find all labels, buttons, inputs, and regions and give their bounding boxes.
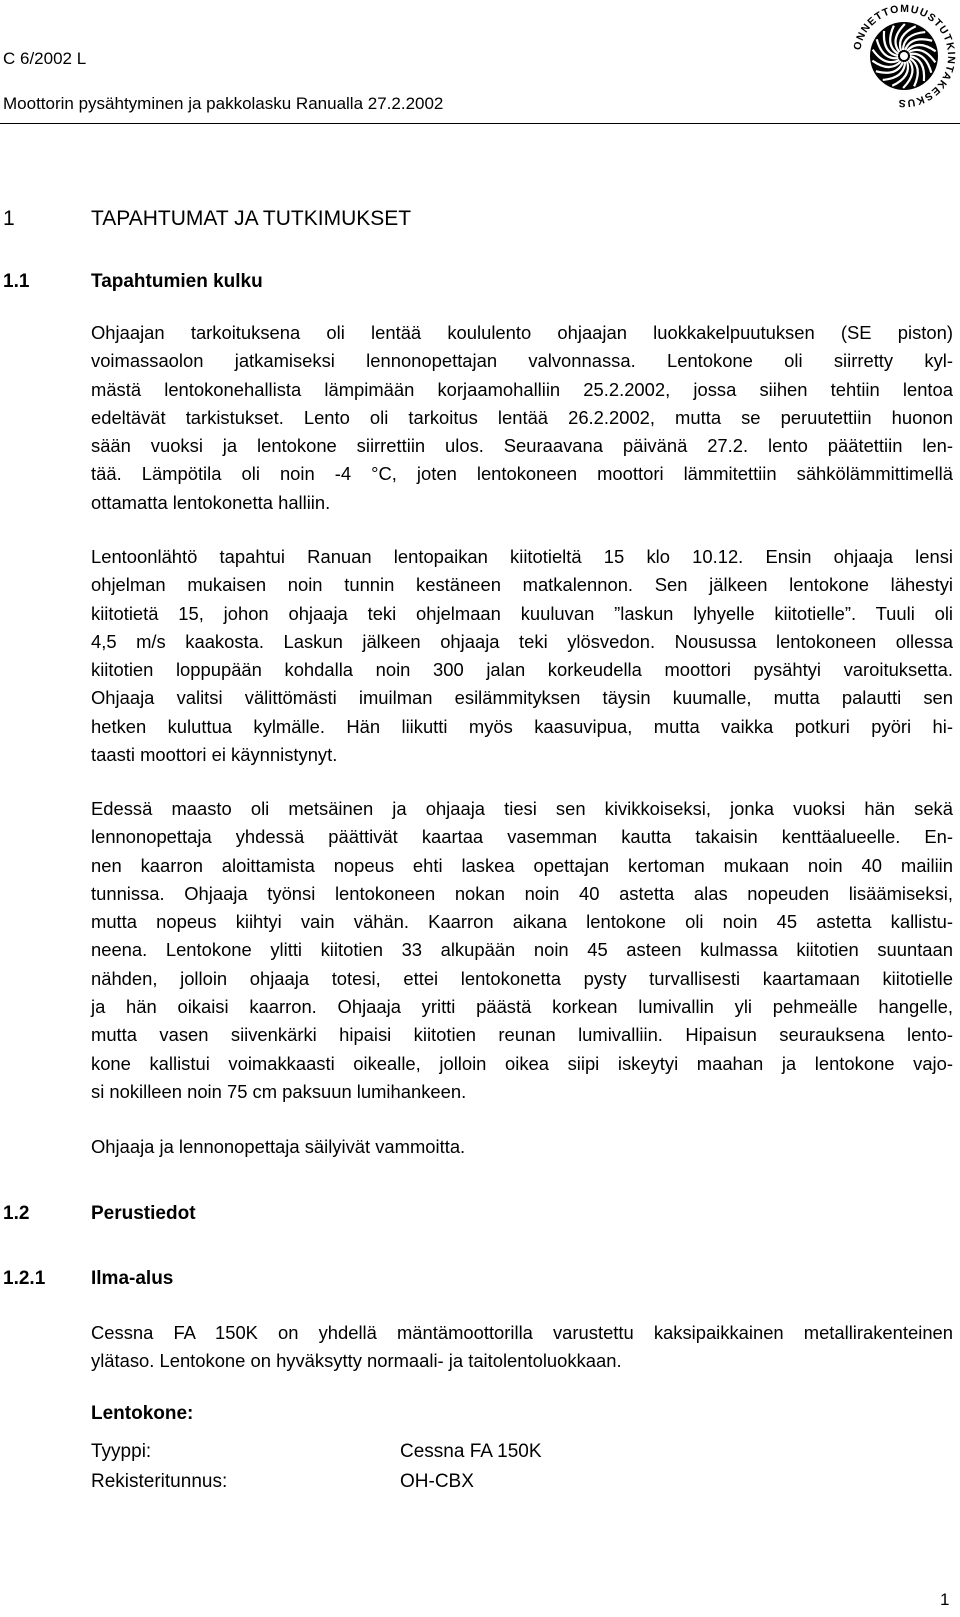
paragraph-4 <box>91 1133 953 1161</box>
paragraph-line: tunnissa. Ohjaaja työnsi lentokoneen nokan noin 40 astetta alas nopeuden lisäämiseksi, <box>91 882 953 904</box>
section-1-title: TAPAHTUMAT JA TUTKIMUKSET <box>91 207 412 230</box>
section-1-2-1-title: Ilma-alus <box>91 1268 174 1289</box>
page-number: 1 <box>940 1590 950 1609</box>
paragraph-line: si nokilleen noin 75 cm paksuun lumihankeen. <box>91 1080 467 1102</box>
section-1-2-1-number: 1.2.1 <box>3 1268 46 1289</box>
paragraph-line: mutta vasen siivenkärki hipaisi kiitotien reunan lumivalliin. Hipaisun seurauksena lento- <box>91 1024 953 1046</box>
paragraph-line: kone kallistui voimakkaasti oikealle, jolloin oikea siipi iskeytyi maahan ja lentokone vajo- <box>91 1052 953 1074</box>
paragraph-2 <box>91 543 953 769</box>
paragraph-line: kiitotietä 15, johon ohjaaja teki ohjelmaan kuuluvan ”laskun lyhyelle kiitotielle”. Tuuli oli <box>91 602 953 624</box>
paragraph-3 <box>91 795 953 1106</box>
paragraph-line: mästä lentokonehallista lämpimään korjaamohalliin 25.2.2002, jossa siihen tehtiin lentoa <box>91 378 953 400</box>
section-1-1-title: Tapahtumien kulku <box>91 271 263 292</box>
section-1-1-number: 1.1 <box>3 271 30 292</box>
paragraph-line: Cessna FA 150K on yhdellä mäntämoottorilla varustettu kaksipaikkainen metallirakenteinen <box>91 1322 953 1343</box>
paragraph-1 <box>91 319 953 517</box>
paragraph-line: Lentoonlähtö tapahtui Ranuan lentopaikan kiitotieltä 15 klo 10.12. Ensin ohjaaja lensi <box>91 546 953 567</box>
paragraph-line: 4,5 m/s kaakosta. Laskun jälkeen ohjaaja teki ylösvedon. Nousussa lentokoneen ollessa <box>91 630 953 652</box>
paragraph-line: nen kaarron aloittamista nopeus ehti laskea opettajan kertoman mukaan noin 40 mailiin <box>91 854 953 876</box>
paragraph-line: ylätaso. Lentokone on hyväksytty normaali- ja taitolentoluokkaan. <box>91 1350 622 1372</box>
paragraph-line: ja hän oikaisi kaarron. Ohjaaja yritti päästä korkean lumivallin yli pehmeälle hangelle, <box>91 996 953 1018</box>
paragraph-line: kiitotien loppupään kohdalla noin 300 jalan korkeudella moottori pysähtyi varoituksetta. <box>91 659 953 681</box>
section-1-number: 1 <box>3 207 15 230</box>
paragraph-line: Edessä maasto oli metsäinen ja ohjaaja tiesi sen kivikkoiseksi, jonka vuoksi hän sekä <box>91 798 953 819</box>
paragraph-line: edeltävät tarkistukset. Lento oli tarkoitus lentää 26.2.2002, mutta se peruutettiin huonon <box>91 406 953 428</box>
section-1-2-title: Perustiedot <box>91 1203 196 1224</box>
paragraph-line: taasti moottori ei käynnistynyt. <box>91 744 338 766</box>
type-label: Tyyppi: <box>91 1441 152 1462</box>
paragraph-line: sään vuoksi ja lentokone siirrettiin ulos. Seuraavana päivänä 27.2. lento päätettiin len- <box>91 435 953 457</box>
paragraph-line: lennonopettaja yhdessä päättivät kaartaa vasemman kautta takaisin kenttäalueelle. En- <box>91 826 953 848</box>
paragraph-line: tää. Lämpötila oli noin -4 °C, joten lentokoneen moottori lämmitettiin sähkölämmittimellä <box>91 463 953 485</box>
header-divider <box>0 123 960 124</box>
paragraph-line: neena. Lentokone ylitti kiitotien 33 alkupään noin 45 asteen kulmassa kiitotien suuntaan <box>91 939 953 961</box>
paragraph-line: mutta nopeus kiihtyi vain vähän. Kaarron aikana lentokone oli noin 45 astetta kallistu- <box>91 911 953 933</box>
registration-value: OH-CBX <box>400 1471 474 1492</box>
paragraph-5 <box>91 1319 953 1376</box>
paragraph-line: nähden, jolloin ohjaaja totesi, ettei lentokonetta pysty turvallisesti kaartamaan kiitotielle <box>91 967 953 989</box>
paragraph-line: Ohjaaja ja lennonopettaja säilyivät vammoitta. <box>91 1136 466 1157</box>
registration-label: Rekisteritunnus: <box>91 1471 228 1492</box>
paragraph-line: voimassaolon jatkamiseksi lennonopettajan valvonnassa. Lentokone oli siirretty kyl- <box>91 350 953 372</box>
aircraft-heading: Lentokone: <box>91 1403 194 1424</box>
report-code: C 6/2002 L <box>3 49 87 68</box>
paragraph-line: ottamatta lentokonetta halliin. <box>91 491 331 513</box>
type-value: Cessna FA 150K <box>400 1441 542 1462</box>
report-title: Moottorin pysähtyminen ja pakkolasku Ranualla 27.2.2002 <box>3 94 444 113</box>
agency-seal-logo <box>851 3 957 109</box>
paragraph-line: Ohjaajan tarkoituksena oli lentää koululento ohjaajan luokkakelpuutuksen (SE piston) <box>91 322 953 343</box>
svg-text:ONNETTOMUUSTUTKINTAKESKUS: ONNETTOMUUSTUTKINTAKESKUS <box>851 3 957 109</box>
paragraph-line: ohjelman mukaisen noin tunnin kestäneen matkalennon. Sen jälkeen lentokone lähestyi <box>91 574 953 596</box>
paragraph-line: hetken kuluttua kylmälle. Hän liikutti myös kaasuvipua, mutta vaikka potkuri pyöri hi- <box>91 715 953 737</box>
paragraph-line: Ohjaaja valitsi välittömästi imuilman esilämmityksen täysin kuumalle, mutta palautti sen <box>91 687 953 709</box>
section-1-2-number: 1.2 <box>3 1203 30 1224</box>
